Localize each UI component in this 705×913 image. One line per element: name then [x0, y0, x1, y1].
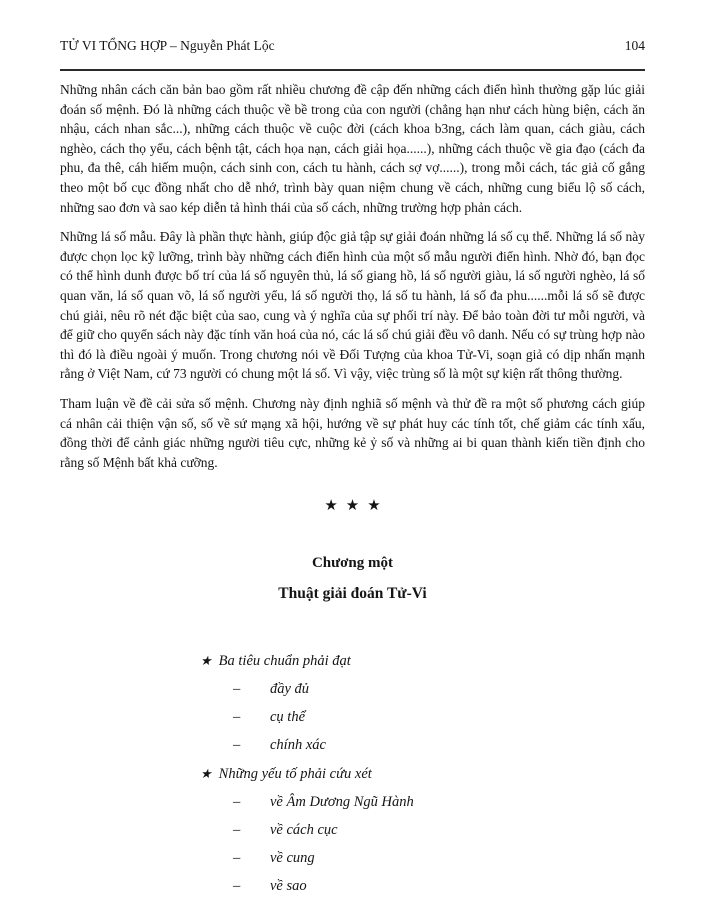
outline-item: [233, 708, 645, 727]
paragraph-intro-cach: Những nhân cách căn bản bao gồm rất nhiều chương đề cập đến những cách điển hình thường gặp lúc giải đoán số mệnh. Đó là những cách thuộc về bề trong của con người (chẳng hạn như cách hùng biện, cách ăn nhậu, cách nhan sắc...), những cách thuộc về cuộc đời (cách khoa b3ng, cách làm quan, cách giàu, cách nghèo, cách thọ yểu, cách bệnh tật, cách họa nạn, cách giải họa......), những cách thuộc về gia đạo (cách đa phu, đa thê, cáh hiếm muộn, cách sinh con, cách tu hành, cách sợ vợ......), trong mỗi cách, tác giả cố gắng theo một bố cục đồng nhất cho dễ nhớ, trình bày quan niệm chung về cách, những cung biểu lộ số cách, những sao đơn và sao kép diễn tả hình thái của số cách, những trường hợp phản cách.: [60, 82, 645, 215]
outline-item-label: về Âm Dương Ngũ Hành: [270, 794, 414, 811]
outline-group-factors: [200, 764, 645, 784]
outline-group-criteria: [200, 651, 645, 671]
dash-bullet-icon: –: [233, 822, 241, 839]
header-rule: [60, 69, 645, 71]
outline-item: [233, 877, 645, 896]
page-header: [60, 38, 645, 54]
section-separator-stars-icon: ★★★: [324, 498, 389, 515]
paragraph-la-so-mau: Những lá số mẫu. Đây là phần thực hành, giúp độc giả tập sự giải đoán những lá số cụ thể. Những lá số này được chọn lọc kỹ lưỡng, trình bày những cách điển hình của một số mẫu người điển hình. Nhờ đó, bạn đọc có thể hình dunh được bố trí của lá số nguyên thủ, lá số giang hồ, lá số người giàu, lá số người nghèo, lá số quan văn, lá số quan võ, lá số người yểu, lá số người thọ, lá số tu hành, lá số đa phu......mỗi lá số sẽ được chú giải, nêu rõ nét đặc biệt của sao, cung và ý nghĩa của sự phối trí này. Để bảo toàn đời tư mỗi người, và để giữ cho quyển sách này đặc tính văn hoá của nó, các lá số chú giải đều vô danh. Nếu có sự trùng hợp nào thì đó là điều ngoài ý muốn. Trong chương nói về Đối Tượng của khoa Tử-Vi, soạn giả có dịp nhấn mạnh rằng ở Việt Nam, cứ 73 người có chung một lá số. Vì vậy, việc trùng số là một sự kiện rất thông thường.: [60, 229, 645, 382]
paragraph-tham-luan: Tham luận về đề cải sửa số mệnh. Chương này định nghiã số mệnh và thử đề ra một số phương cách giúp cá nhân cải thiện vận số, số về sứ mạng xã hội, hướng về sự phát huy các tính tốt, chế giảm các tính xấu, đồng thời để cảnh giác những người tiêu cực, những kẻ ỷ số và những ai bi quan thành kiến tiền định cho rằng số Mệnh bất khả cưỡng.: [60, 395, 645, 470]
dash-bullet-icon: –: [233, 794, 241, 811]
outline-group-label: Những yếu tố phải cứu xét: [218, 766, 372, 783]
outline-group-label: Ba tiêu chuẩn phải đạt: [218, 653, 351, 670]
outline-item-label: đầy đủ: [270, 681, 310, 698]
outline-item: [233, 821, 645, 840]
page-number: 104: [624, 38, 645, 53]
outline-item-label: về cách cục: [270, 822, 338, 839]
chapter-kicker: Chương một: [311, 555, 394, 572]
outline-item-label: về sao: [270, 878, 307, 895]
dash-bullet-icon: –: [233, 709, 241, 726]
outline-item: [233, 680, 645, 699]
dash-bullet-icon: –: [233, 681, 241, 698]
star-bullet-icon: ★: [200, 653, 212, 669]
chapter-outline: [200, 651, 645, 896]
chapter-title: Thuật giải đoán Tử-Vi: [278, 585, 427, 603]
star-bullet-icon: ★: [200, 766, 212, 782]
outline-item: [233, 849, 645, 868]
running-title: TỬ VI TỔNG HỢP – Nguyễn Phát Lộc: [60, 38, 275, 53]
outline-item-label: về cung: [270, 850, 315, 867]
outline-item-label: chính xác: [270, 737, 326, 754]
dash-bullet-icon: –: [233, 850, 241, 867]
outline-item: [233, 736, 645, 755]
outline-item-label: cụ thể: [270, 709, 306, 726]
dash-bullet-icon: –: [233, 878, 241, 895]
outline-item: [233, 793, 645, 812]
dash-bullet-icon: –: [233, 737, 241, 754]
